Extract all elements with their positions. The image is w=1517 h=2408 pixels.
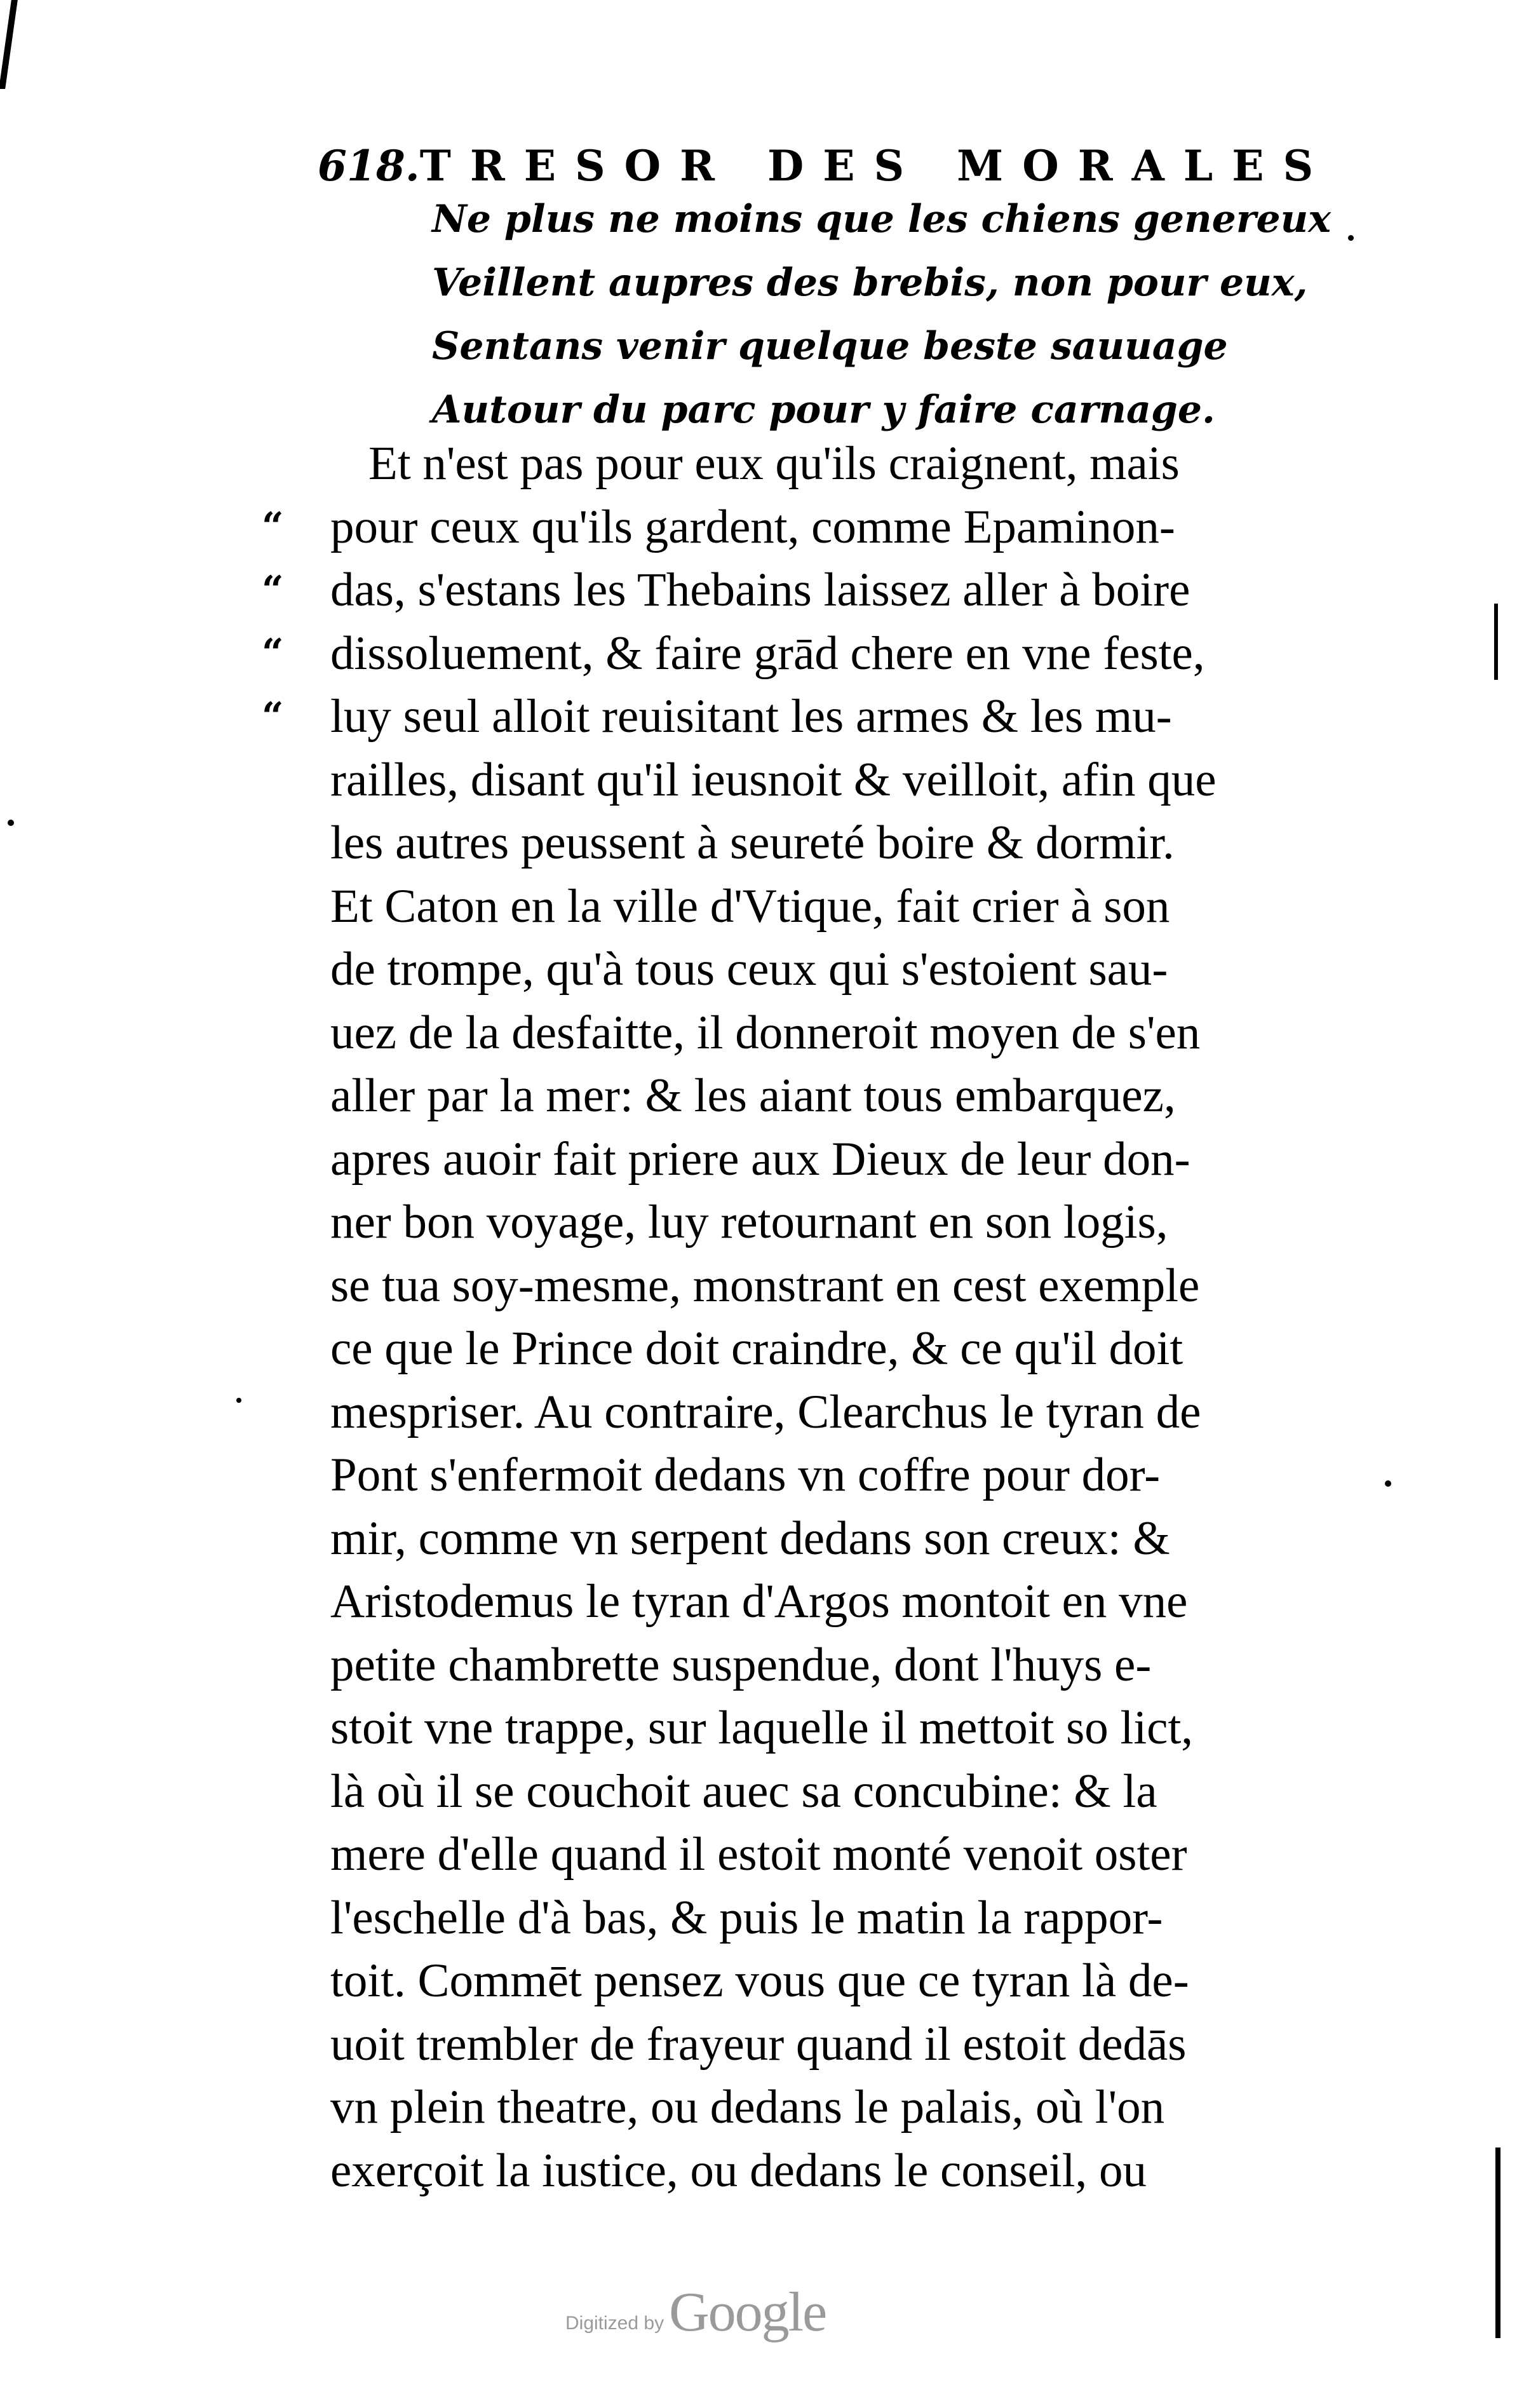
speck [236, 1398, 241, 1403]
text-line: uoit trembler de frayeur quand il estoit dedās [330, 2017, 1187, 2071]
text-line: luy seul alloit reuisitant les armes & les mu- [330, 690, 1172, 743]
text-line: dissoluement, & faire grād chere en vne feste, [330, 626, 1205, 680]
speck [8, 820, 14, 826]
text-line: Pont s'enfermoit dedans vn coffre pour dor- [330, 1449, 1161, 1501]
margin-quote-mark: “ [262, 567, 284, 612]
margin-quote-mark: “ [262, 631, 284, 675]
verse-line: Sentans venir quelque beste sauuage [432, 324, 1228, 369]
right-edge-mark-lower [1495, 2148, 1500, 2338]
page-number: 618. [318, 141, 420, 191]
text-line: toit. Commēt pensez vous que ce tyran là de- [330, 1954, 1189, 2007]
text-line: Aristodemus le tyran d'Argos montoit en vne [330, 1575, 1188, 1628]
margin-quote-mark: “ [262, 504, 284, 549]
text-line: là où il se couchoit auec sa concubine: & la [330, 1764, 1157, 1818]
margin-quote-mark: “ [262, 694, 284, 739]
text-line: uez de la desfaitte, il donneroit moyen de s'en [330, 1006, 1201, 1059]
margin-quote-marks [262, 496, 284, 748]
text-line: mere d'elle quand il estoit monté venoit oster [330, 1828, 1187, 1881]
text-line: petite chambrette suspendue, dont l'huys e- [330, 1638, 1152, 1691]
left-edge-mark [0, 0, 18, 89]
text-line: les autres peussent à seureté boire & dormir. [330, 816, 1175, 869]
verse-line: Veillent aupres des brebis, non pour eux, [432, 260, 1308, 305]
text-line: l'eschelle d'à bas, & puis le matin la rappor- [330, 1891, 1163, 1944]
text-line: vn plein theatre, ou dedans le palais, où l'on [330, 2081, 1165, 2134]
text-line: exerçoit la iustice, ou dedans le conseil, ou [330, 2144, 1147, 2197]
text-line: mespriser. Au contraire, Clearchus le tyran de [330, 1385, 1201, 1438]
text-line: apres auoir fait priere aux Dieux de leur don- [330, 1132, 1190, 1186]
verse-line: Autour du parc pour y faire carnage. [432, 388, 1215, 432]
digitized-label: Digitized by [565, 2313, 664, 2334]
body-text [330, 432, 1372, 2202]
text-line: ner bon voyage, luy retournant en son logis, [330, 1196, 1168, 1248]
text-line: de trompe, qu'à tous ceux qui s'estoient sau- [330, 943, 1168, 996]
text-line: mir, comme vn serpent dedans son creux: & [330, 1512, 1170, 1565]
running-title: TRESOR DES MORALES [419, 141, 1333, 191]
text-line: ce que le Prince doit craindre, & ce qu'il doit [330, 1322, 1183, 1375]
text-line: se tua soy-mesme, monstrant en cest exemple [330, 1259, 1200, 1312]
verse-line: Ne plus ne moins que les chiens genereux [432, 197, 1332, 241]
right-edge-mark [1494, 604, 1498, 680]
text-line: das, s'estans les Thebains laissez aller à boire [330, 564, 1190, 616]
digitized-by-google-watermark [565, 2275, 947, 2344]
speck [1385, 1480, 1391, 1487]
google-logo: Google [669, 2282, 826, 2343]
text-line: railles, disant qu'il ieusnoit & veilloit, afin que [330, 753, 1217, 806]
text-line: pour ceux qu'ils gardent, comme Epaminon- [330, 500, 1175, 553]
page-header [318, 121, 1333, 191]
text-line: stoit vne trappe, sur laquelle il mettoit so lict, [330, 1701, 1194, 1754]
verse-block [432, 187, 1385, 442]
text-line: aller par la mer: & les aiant tous embarquez, [330, 1069, 1176, 1122]
text-line: Et n'est pas pour eux qu'ils craignent, mais [368, 437, 1180, 490]
text-line: Et Caton en la ville d'Vtique, fait crier à son [330, 879, 1170, 933]
